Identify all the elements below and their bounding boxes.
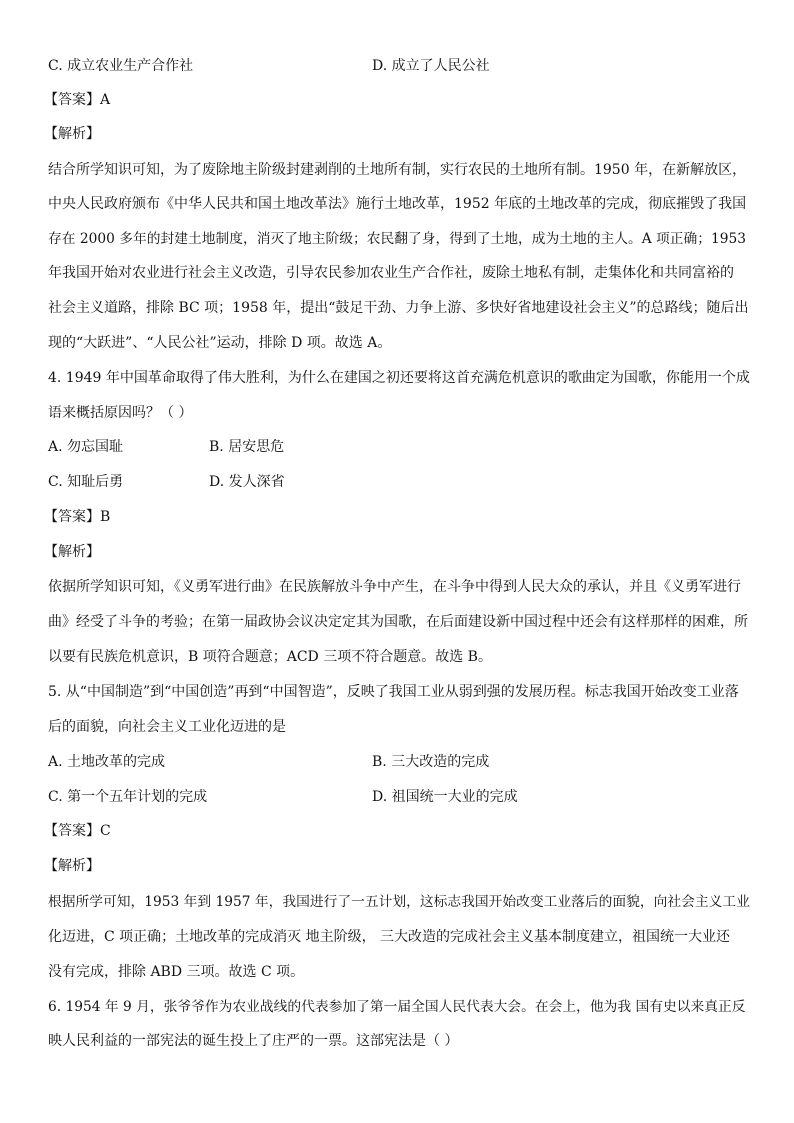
q3-analysis-line: 结合所学知识可知，为了废除地主阶级封建剥削的土地所有制，实行农民的土地所有制。1950 年，在新解放区， [48,162,747,178]
q6-stem-line: 映人民利益的一部宪法的诞生投上了庄严的一票。这部宪法是（ ） [48,1033,459,1049]
q5-option-a: A. 土地改革的完成 [48,754,166,770]
q5-analysis-label: 【解析】 [44,858,100,874]
q4-stem-line: 4. 1949 年中国革命取得了伟大胜利，为什么在建国之初还要将这首充满危机意识的歌曲定为国歌，你能用一个成 [48,370,750,386]
q5-option-d: D. 祖国统一大业的完成 [372,789,518,805]
q4-analysis-line: 以要有民族危机意识，B 项符合题意；ACD 三项不符合题意。故选 B。 [48,649,492,665]
q3-answer: 【答案】A [44,92,111,108]
q4-option-c: C. 知耻后勇 [48,474,124,490]
q4-option-b: B. 居安思危 [209,439,285,455]
q5-option-b: B. 三大改造的完成 [372,754,490,770]
q5-analysis-line: 没有完成，排除 ABD 三项。故选 C 项。 [48,964,305,980]
q5-stem-line: 后的面貌，向社会主义工业化迈进的是 [48,719,286,735]
q4-stem-line: 语来概括原因吗？（ ） [48,405,193,421]
q3-analysis-line: 中央人民政府颁布《中华人民共和国土地改革法》施行土地改革，1952 年底的土地改革的完成，彻底摧毁了我国 [48,196,747,212]
q6-stem-line: 6. 1954 年 9 月，张爷爷作为农业战线的代表参加了第一届全国人民代表大会。在会上，他为我 国有史以来真正反 [48,999,746,1015]
q3-option-c: C. 成立农业生产合作社 [48,58,194,74]
q3-analysis-line: 现的“大跃进”、“人民公社”运动，排除 D 项。故选 A。 [48,335,392,351]
q4-analysis-line: 曲》经受了斗争的考验；在第一届政协会议决定定其为国歌，在后面建设新中国过程中还会有这样那样的困难，所 [48,614,748,630]
q5-analysis-line: 根据所学可知，1953 年到 1957 年，我国进行了一五计划，这标志我国开始改变工业落后的面貌，向社会主义工业 [48,894,750,910]
q4-option-a: A. 勿忘国耻 [48,439,124,455]
q4-analysis-label: 【解析】 [44,544,100,560]
q5-answer: 【答案】C [44,823,111,839]
q3-analysis-line: 存在 2000 多年的封建土地制度，消灭了地主阶级；农民翻了身，得到了土地，成为土地的主人。A 项正确；1953 [48,231,747,247]
q3-analysis-line: 年我国开始对农业进行社会主义改造，引导农民参加农业生产合作社，废除土地私有制，走集体化和共同富裕的 [48,265,734,281]
q4-option-d: D. 发人深省 [209,474,285,490]
q5-analysis-line: 化迈进，C 项正确；土地改革的完成消灭 地主阶级， 三大改造的完成社会主义基本制度建立，祖国统一大业还 [48,929,731,945]
q5-option-c: C. 第一个五年计划的完成 [48,789,208,805]
q5-stem-line: 5. 从“中国制造”到“中国创造”再到“中国智造”，反映了我国工业从弱到强的发展历程。标志我国开始改变工业落 [48,684,739,700]
q4-analysis-line: 依据所学知识可知，《义勇军进行曲》在民族解放斗争中产生，在斗争中得到人民大众的承认，并且《义勇军进行 [48,579,741,595]
q3-analysis-label: 【解析】 [44,126,100,142]
q4-answer: 【答案】B [44,509,111,525]
q3-analysis-line: 社会主义道路，排除 BC 项；1958 年，提出“鼓足干劲、力争上游、多快好省地建设社会主义”的总路线；随后出 [48,300,749,316]
q3-option-d: D. 成立了人民公社 [372,58,490,74]
